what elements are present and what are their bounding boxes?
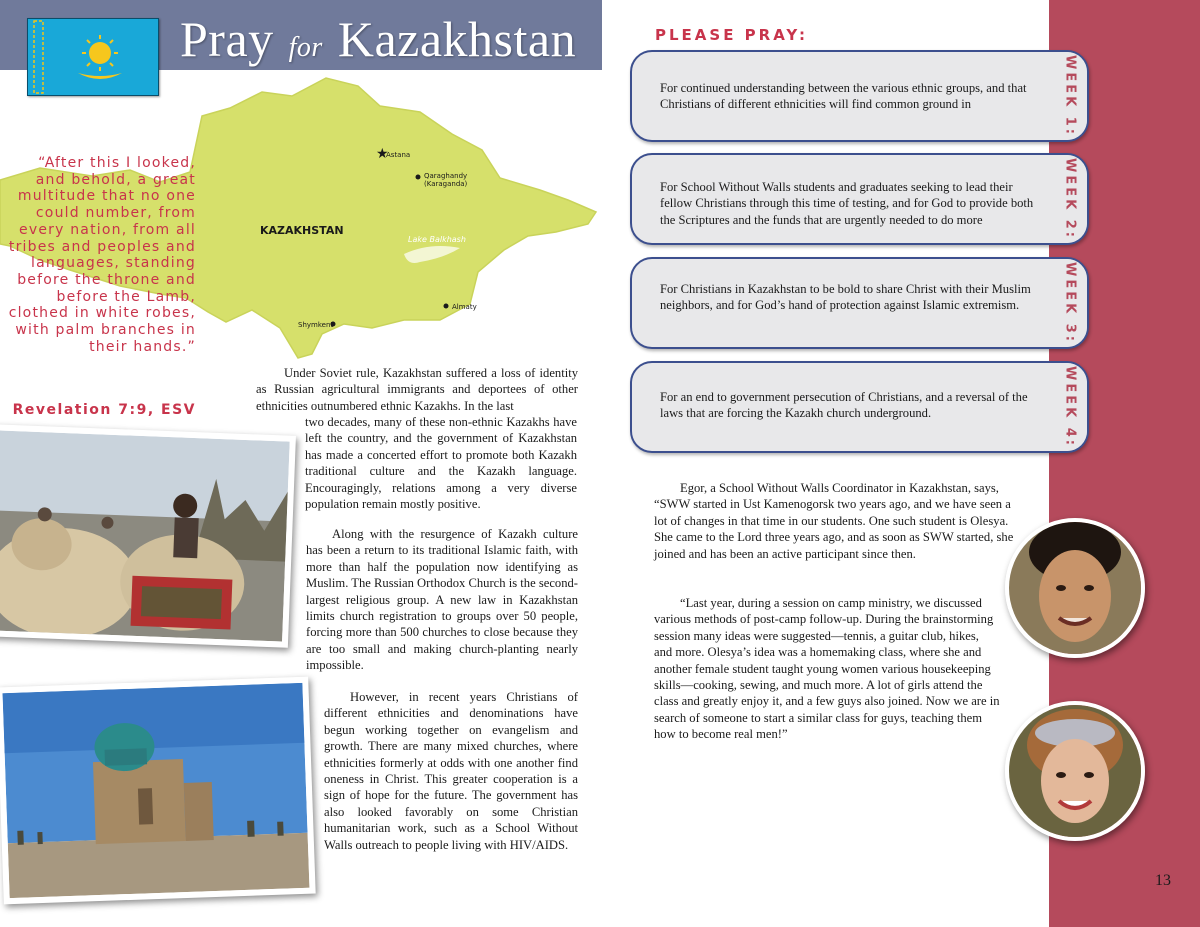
week-2-box bbox=[630, 153, 1089, 245]
article-paragraph-2: Along with the resurgence of Kazakh culture has been a return to its traditional Islamic faith, with more than half the population now identifying as Muslim. The Russian Orthodox Church is the second-largest religious group. A new law in Kazakhstan limits church registration to groups over 50 people, forcing more than 500 churches to close because they are too small and making church-planting nearly impossible. bbox=[306, 527, 578, 673]
svg-text:Almaty: Almaty bbox=[452, 303, 477, 311]
svg-text:Shymkent: Shymkent bbox=[298, 321, 334, 329]
week-label: WEEK 3: bbox=[1053, 259, 1087, 347]
please-pray-heading: PLEASE PRAY: bbox=[655, 26, 808, 44]
story-paragraph-1: Egor, a School Without Walls Coordinator in Kazakhstan, says, “SWW started in Ust Kamenogorsk two years ago, and we have seen a lot of changes in that time in our students. One such student is Olesya. She came to the Lord three years ago, and as soon as SWW started, she joined and has been an active participant since then. bbox=[654, 481, 1014, 561]
page-number: 13 bbox=[1155, 872, 1171, 889]
week-1-box bbox=[630, 50, 1089, 142]
week-text: For Christians in Kazakhstan to be bold to share Christ with their Muslim neighbors, and for God’s hand of protection against Islamic extremism. bbox=[660, 282, 1031, 313]
svg-text:(Karaganda): (Karaganda) bbox=[424, 180, 468, 188]
week-3-box bbox=[630, 257, 1089, 349]
egor-portrait bbox=[1005, 518, 1145, 658]
article-paragraph-1a: Under Soviet rule, Kazakhstan suffered a loss of identity as Russian agricultural immigrants and deportees of other ethnicities outnumbered ethnic Kazakhs. In the last bbox=[256, 366, 578, 413]
svg-text:KAZAKHSTAN: KAZAKHSTAN bbox=[260, 224, 344, 237]
svg-text:Astana: Astana bbox=[386, 151, 411, 159]
scripture-reference: Revelation 7:9, ESV bbox=[12, 402, 196, 418]
mausoleum-photo bbox=[0, 677, 316, 905]
olesya-portrait bbox=[1005, 701, 1145, 841]
svg-text:★: ★ bbox=[376, 146, 389, 162]
week-text: For an end to government persecution of Christians, and a reversal of the laws that are forcing the Kazakh church underground. bbox=[660, 390, 1028, 421]
week-label: WEEK 2: bbox=[1053, 155, 1087, 243]
svg-text:Lake Balkhash: Lake Balkhash bbox=[408, 235, 466, 244]
story-paragraph-2: “Last year, during a session on camp ministry, we discussed various methods of post-camp follow-up. During the brainstorming session many ideas were suggested—tennis, a guitar club, hikes, and more. Olesya’s idea was a homemaking class, where she and another female student taught young women various housekeeping skills—cooking, sewing, and much more. A lot of girls attend the class and greatly enjoy it, and a few guys also joined. Now we are in search of someone to start a similar class for guys, teaching them how to become real men!” bbox=[654, 596, 1000, 742]
camel-photo bbox=[0, 424, 296, 648]
week-label: WEEK 1: bbox=[1053, 52, 1087, 140]
page-title: Pray for Kazakhstan bbox=[180, 11, 577, 67]
svg-text:Qaraghandy: Qaraghandy bbox=[424, 172, 468, 180]
week-4-box bbox=[630, 361, 1089, 453]
week-text: For continued understanding between the various ethnic groups, and that Christians of different ethnicities will find common ground in bbox=[660, 81, 1027, 112]
week-label: WEEK 4: bbox=[1053, 363, 1087, 451]
week-text: For School Without Walls students and graduates seeking to lead their fellow Christians through this time of testing, and for God to provide both the Scriptures and the funds that are urgently needed to do more bbox=[660, 180, 1034, 227]
article-paragraph-1b: two decades, many of these non-ethnic Kazakhs have left the country, and the government of Kazakhstan has made a concerted effort to promote both Kazakh traditional culture and the Kazakh language. Encouragingly, relations among a very diverse population remain mostly positive. bbox=[305, 415, 577, 512]
article-paragraph-3: However, in recent years Christians of different ethnicities and denominations have begun working together on evangelism and growth. There are many mixed churches, where ethnicities formerly at odds with one another find oneness in Christ. This greater cooperation is a sign of hope for the future. The government has also looked favorably on some Christian humanitarian work, such as a School Without Walls outreach to people living with HIV/AIDS. bbox=[324, 690, 578, 852]
scripture-quote: “After this I looked, and behold, a great multitude that no one could number, from every nation, from all tribes and peoples and languages, standing before the throne and before the Lamb, clothed in white robes, with palm branches in their hands.” bbox=[8, 155, 196, 355]
